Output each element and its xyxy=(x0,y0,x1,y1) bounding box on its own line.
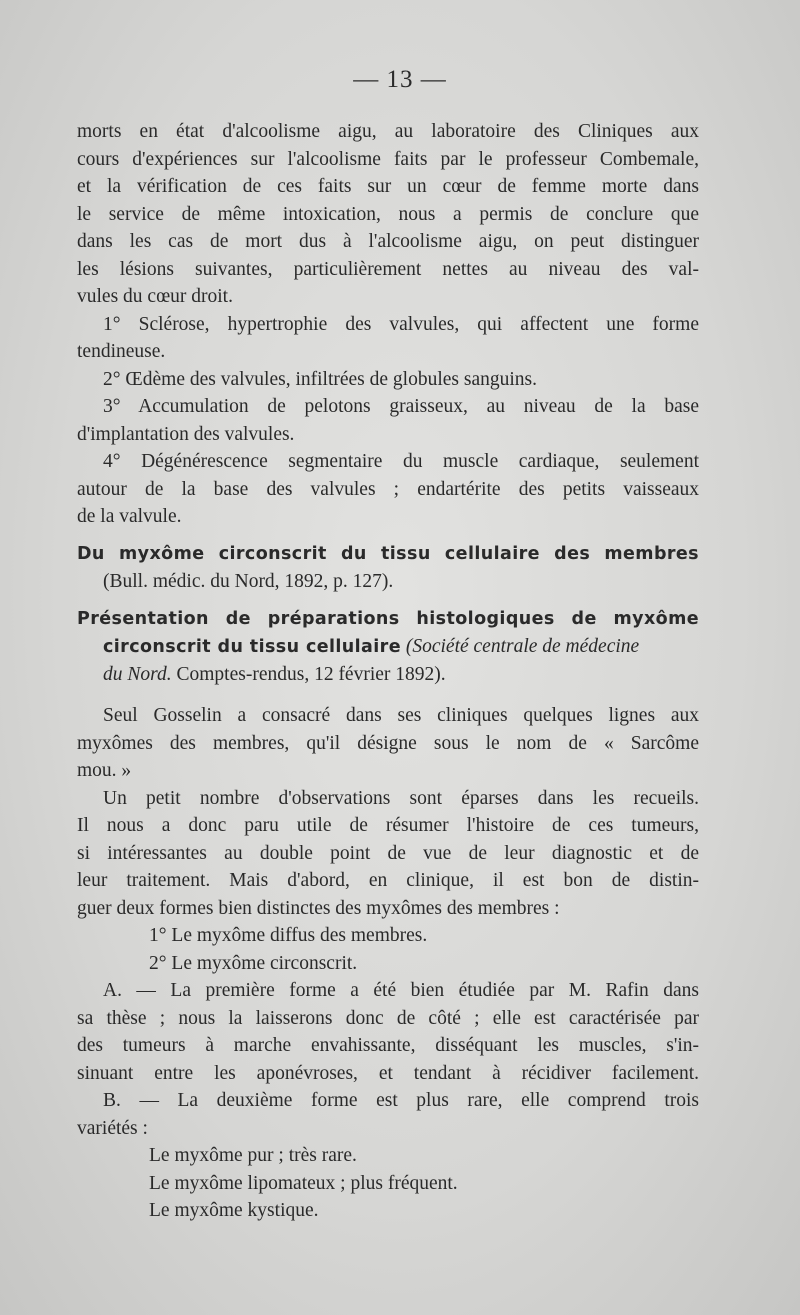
text-line: autour de la base des valvules ; endartérite des petits vaisseaux xyxy=(77,478,699,500)
text-line: d'implantation des valvules. xyxy=(77,423,295,445)
text-line: morts en état d'alcoolisme aigu, au laboratoire des Cliniques aux xyxy=(77,121,699,142)
text-line: A. — La première forme a été bien étudiée par M. Rafin dans xyxy=(103,980,699,1001)
text-line: dans les cas de mort dus à l'alcoolisme aigu, on peut distinguer xyxy=(77,231,699,252)
list-item-3: 3° Accumulation de pelotons graisseux, au niveau de la base xyxy=(103,396,699,417)
list-item-2: 2° Œdème des valvules, infiltrées de globules sanguins. xyxy=(103,368,538,390)
text-line: le service de même intoxication, nous a permis de conclure que xyxy=(77,203,699,225)
page-number: — 13 — xyxy=(353,66,447,93)
publication-title: Du myxôme circonscrit du tissu cellulaire des membres xyxy=(77,543,699,564)
form-item-1: 1° Le myxôme diffus des membres. xyxy=(149,925,428,946)
text-line: les lésions suivantes, particulièrement nettes au niveau des val- xyxy=(77,258,699,280)
text-line: des tumeurs à marche envahissante, disséquant les muscles, s'in- xyxy=(77,1035,699,1056)
text-line: variétés : xyxy=(77,1117,148,1139)
text-line: leur traitement. Mais d'abord, en clinique, il est bon de distin- xyxy=(77,870,699,891)
variety-item-2: Le myxôme lipomateux ; plus fréquent. xyxy=(149,1172,458,1194)
text-line: mou. » xyxy=(77,760,132,781)
publication-title-part: circonscrit du tissu cellulaire xyxy=(103,637,401,657)
text-line: Seul Gosselin a consacré dans ses cliniques quelques lignes aux xyxy=(103,705,699,726)
publication-title-continued xyxy=(77,633,699,661)
text-line: tendineuse. xyxy=(77,341,166,362)
variety-item-3: Le myxôme kystique. xyxy=(149,1200,319,1221)
text-line: de la valvule. xyxy=(77,506,182,527)
list-item-1: 1° Sclérose, hypertrophie des valvules, qui affectent une forme xyxy=(103,313,699,335)
publication-citation-text: Comptes-rendus, 12 février 1892). xyxy=(171,663,446,685)
body-text xyxy=(77,118,699,1225)
list-item-4: 4° Dégénérescence segmentaire du muscle cardiaque, seulement xyxy=(103,451,699,472)
text-line: Il nous a donc paru utile de résumer l'histoire de ces tumeurs, xyxy=(77,815,699,836)
text-line: sa thèse ; nous la laisserons donc de côté ; elle est caractérisée par xyxy=(77,1007,699,1029)
form-item-2: 2° Le myxôme circonscrit. xyxy=(149,952,358,974)
text-line: B. — La deuxième forme est plus rare, elle comprend trois xyxy=(103,1090,699,1111)
text-line: si intéressantes au double point de vue de leur diagnostic et de xyxy=(77,842,699,864)
text-line: cours d'expériences sur l'alcoolisme faits par le professeur Combemale, xyxy=(77,148,699,170)
text-line: guer deux formes bien distinctes des myxômes des membres : xyxy=(77,897,560,919)
variety-item-1: Le myxôme pur ; très rare. xyxy=(149,1145,357,1166)
text-line: myxômes des membres, qu'il désigne sous le nom de « Sarcôme xyxy=(77,732,699,754)
text-line: vules du cœur droit. xyxy=(77,286,233,307)
publication-citation xyxy=(77,661,699,689)
publication-citation: (Bull. médic. du Nord, 1892, p. 127). xyxy=(103,571,394,592)
text-line: et la vérification de ces faits sur un cœur de femme morte dans xyxy=(77,176,699,197)
publication-title: Présentation de préparations histologiques de myxôme xyxy=(77,608,699,629)
text-line: sinuant entre les aponévroses, et tendant à récidiver facilement. xyxy=(77,1062,699,1084)
publication-citation-italic: du Nord. xyxy=(103,663,172,685)
publication-citation-italic: (Société centrale de médecine xyxy=(405,636,640,657)
text-line: Un petit nombre d'observations sont éparses dans les recueils. xyxy=(103,787,699,809)
